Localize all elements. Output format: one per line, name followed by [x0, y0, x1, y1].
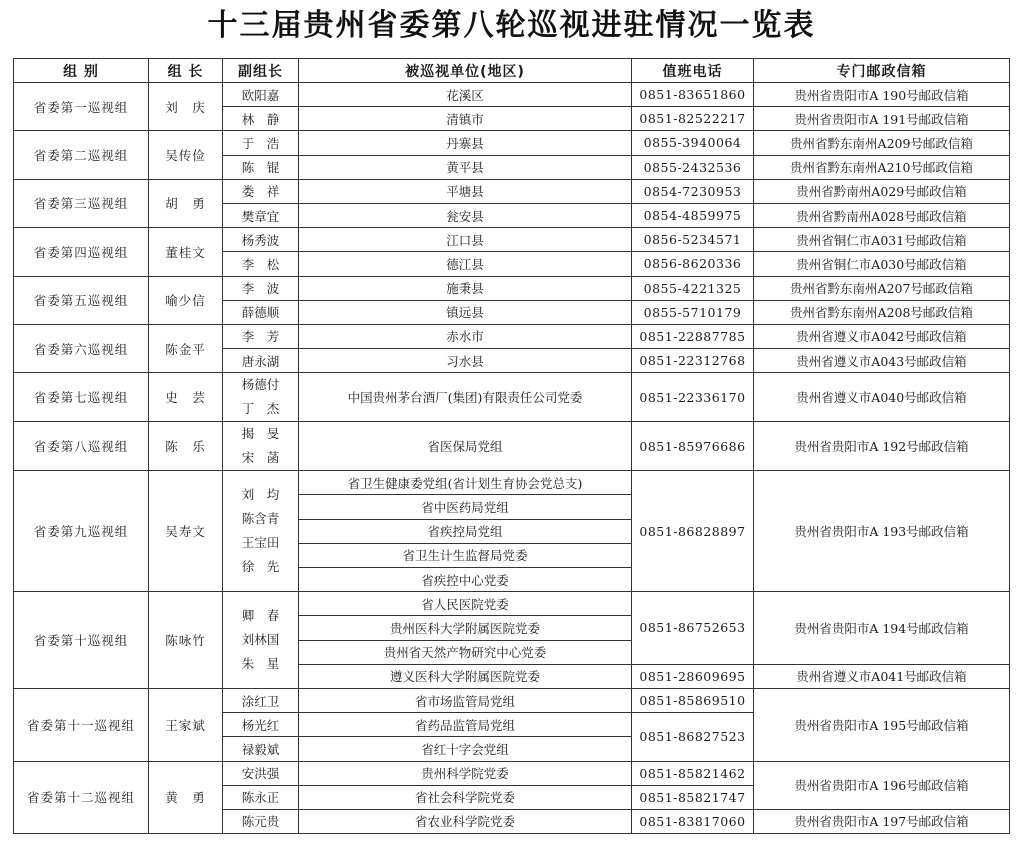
group-name: 省委第一巡视组 [14, 83, 149, 131]
table-row [14, 471, 1010, 495]
group-name: 省委第六巡视组 [14, 324, 149, 372]
duty-phone: 0851-83817060 [632, 809, 754, 833]
inspected-unit: 省疾控中心党委 [299, 568, 632, 592]
page-title: 十三届贵州省委第八轮巡视进驻情况一览表 [207, 8, 816, 43]
deputy-leader: 欧阳嘉 [223, 83, 299, 107]
duty-phone: 0851-86752653 [632, 592, 754, 665]
mailbox: 贵州省黔南州A029号邮政信箱 [754, 179, 1010, 203]
inspected-unit: 贵州省天然产物研究中心党委 [299, 640, 632, 664]
deputy-leader: 唐永湖 [223, 349, 299, 373]
group-leader: 胡 勇 [149, 179, 223, 227]
duty-phone: 0856-5234571 [632, 228, 754, 252]
header-group: 组 别 [14, 59, 149, 83]
duty-phone: 0856-8620336 [632, 252, 754, 276]
duty-phone: 0851-85821747 [632, 785, 754, 809]
inspected-unit: 丹寨县 [299, 131, 632, 155]
table-row [14, 83, 1010, 107]
table-row [14, 131, 1010, 155]
group-name: 省委第三巡视组 [14, 179, 149, 227]
deputy-leader: 娄 祥 [223, 179, 299, 203]
inspected-unit: 清镇市 [299, 107, 632, 131]
group-name: 省委第九巡视组 [14, 471, 149, 592]
group-name: 省委第五巡视组 [14, 276, 149, 324]
table-row [14, 761, 1010, 785]
duty-phone: 0855-3940064 [632, 131, 754, 155]
group-name: 省委第八巡视组 [14, 422, 149, 471]
group-leader: 吴寿文 [149, 471, 223, 592]
duty-phone: 0854-7230953 [632, 179, 754, 203]
deputy-leader: 禄毅斌 [223, 737, 299, 761]
duty-phone: 0851-86828897 [632, 471, 754, 592]
inspected-unit: 省社会科学院党委 [299, 785, 632, 809]
mailbox: 贵州省贵阳市A 192号邮政信箱 [754, 422, 1010, 471]
group-name: 省委第二巡视组 [14, 131, 149, 179]
table-row [14, 276, 1010, 300]
mailbox: 贵州省黔东南州A209号邮政信箱 [754, 131, 1010, 155]
table-row [14, 688, 1010, 712]
mailbox: 贵州省黔东南州A208号邮政信箱 [754, 300, 1010, 324]
inspected-unit: 省药品监管局党组 [299, 713, 632, 737]
group-name: 省委第十巡视组 [14, 592, 149, 689]
inspected-unit: 赤水市 [299, 324, 632, 348]
deputy-leader: 林 静 [223, 107, 299, 131]
deputy-leaders: 卿 春 刘林国 朱 星 [223, 592, 299, 689]
inspected-unit: 贵州医科大学附属医院党委 [299, 616, 632, 640]
mailbox: 贵州省贵阳市A 191号邮政信箱 [754, 107, 1010, 131]
inspected-unit: 习水县 [299, 349, 632, 373]
deputy-leader: 于 浩 [223, 131, 299, 155]
inspected-unit: 施秉县 [299, 276, 632, 300]
group-leader: 吴传俭 [149, 131, 223, 179]
inspected-unit: 省疾控局党组 [299, 519, 632, 543]
mailbox: 贵州省遵义市A042号邮政信箱 [754, 324, 1010, 348]
mailbox: 贵州省黔南州A028号邮政信箱 [754, 203, 1010, 227]
group-leader: 黄 勇 [149, 761, 223, 834]
deputy-leader: 薛德顺 [223, 300, 299, 324]
mailbox: 贵州省贵阳市A 194号邮政信箱 [754, 592, 1010, 665]
group-leader: 陈咏竹 [149, 592, 223, 689]
group-leader: 陈 乐 [149, 422, 223, 471]
mailbox: 贵州省黔东南州A207号邮政信箱 [754, 276, 1010, 300]
mailbox: 贵州省贵阳市A 196号邮政信箱 [754, 761, 1010, 809]
duty-phone: 0851-22887785 [632, 324, 754, 348]
group-leader: 陈金平 [149, 324, 223, 372]
inspected-unit: 平塘县 [299, 179, 632, 203]
inspected-unit: 省卫生健康委党组(省计划生育协会党总支) [299, 471, 632, 495]
group-name: 省委第七巡视组 [14, 373, 149, 422]
deputy-leader: 陈元贵 [223, 809, 299, 833]
deputy-leaders: 刘 均 陈含青 王宝田 徐 先 [223, 471, 299, 592]
deputy-leader: 涂红卫 [223, 688, 299, 712]
duty-phone: 0851-85976686 [632, 422, 754, 471]
group-leader: 喻少信 [149, 276, 223, 324]
table-row [14, 179, 1010, 203]
inspected-unit: 花溪区 [299, 83, 632, 107]
duty-phone: 0854-4859975 [632, 203, 754, 227]
mailbox: 贵州省贵阳市A 195号邮政信箱 [754, 688, 1010, 761]
mailbox: 贵州省贵阳市A 193号邮政信箱 [754, 471, 1010, 592]
header-unit: 被巡视单位(地区) [299, 59, 632, 83]
group-name: 省委第十二巡视组 [14, 761, 149, 834]
mailbox: 贵州省铜仁市A031号邮政信箱 [754, 228, 1010, 252]
mailbox: 贵州省遵义市A040号邮政信箱 [754, 373, 1010, 422]
duty-phone: 0855-5710179 [632, 300, 754, 324]
duty-phone: 0851-22336170 [632, 373, 754, 422]
group-name: 省委第四巡视组 [14, 228, 149, 276]
inspected-unit: 省卫生计生监督局党委 [299, 543, 632, 567]
mailbox: 贵州省贵阳市A 197号邮政信箱 [754, 809, 1010, 833]
inspected-unit: 省红十字会党组 [299, 737, 632, 761]
mailbox: 贵州省黔东南州A210号邮政信箱 [754, 155, 1010, 179]
inspected-unit: 德江县 [299, 252, 632, 276]
group-leader: 史 芸 [149, 373, 223, 422]
inspected-unit: 镇远县 [299, 300, 632, 324]
group-leader: 王家斌 [149, 688, 223, 761]
table-header-row [14, 59, 1010, 83]
group-leader: 刘 庆 [149, 83, 223, 131]
deputy-leaders: 揭 旻 宋 菡 [223, 422, 299, 471]
deputy-leader: 杨秀波 [223, 228, 299, 252]
mailbox: 贵州省贵阳市A 190号邮政信箱 [754, 83, 1010, 107]
inspected-unit: 省农业科学院党委 [299, 809, 632, 833]
inspected-unit: 省中医药局党组 [299, 495, 632, 519]
header-deputy: 副组长 [223, 59, 299, 83]
inspected-unit: 江口县 [299, 228, 632, 252]
deputy-leader: 樊章宜 [223, 203, 299, 227]
mailbox: 贵州省遵义市A041号邮政信箱 [754, 664, 1010, 688]
inspected-unit: 贵州科学院党委 [299, 761, 632, 785]
table-row [14, 228, 1010, 252]
duty-phone: 0851-83651860 [632, 83, 754, 107]
inspected-unit: 省人民医院党委 [299, 592, 632, 616]
header-phone: 值班电话 [632, 59, 754, 83]
deputy-leader: 陈永正 [223, 785, 299, 809]
group-name: 省委第十一巡视组 [14, 688, 149, 761]
inspection-table [13, 58, 1010, 834]
group-leader: 董桂文 [149, 228, 223, 276]
mailbox: 贵州省铜仁市A030号邮政信箱 [754, 252, 1010, 276]
duty-phone: 0851-28609695 [632, 664, 754, 688]
header-mailbox: 专门邮政信箱 [754, 59, 1010, 83]
duty-phone: 0851-86827523 [632, 713, 754, 761]
deputy-leader: 陈 锟 [223, 155, 299, 179]
table-row [14, 592, 1010, 616]
inspected-unit: 省医保局党组 [299, 422, 632, 471]
duty-phone: 0851-22312768 [632, 349, 754, 373]
duty-phone: 0851-82522217 [632, 107, 754, 131]
inspected-unit: 遵义医科大学附属医院党委 [299, 664, 632, 688]
deputy-leader: 李 芳 [223, 324, 299, 348]
deputy-leader: 杨光红 [223, 713, 299, 737]
table-row [14, 324, 1010, 348]
duty-phone: 0855-4221325 [632, 276, 754, 300]
deputy-leader: 李 松 [223, 252, 299, 276]
duty-phone: 0851-85821462 [632, 761, 754, 785]
inspected-unit: 中国贵州茅台酒厂(集团)有限责任公司党委 [299, 373, 632, 422]
inspected-unit: 省市场监管局党组 [299, 688, 632, 712]
deputy-leader: 安洪强 [223, 761, 299, 785]
duty-phone: 0855-2432536 [632, 155, 754, 179]
deputy-leaders: 杨德付 丁 杰 [223, 373, 299, 422]
inspected-unit: 黄平县 [299, 155, 632, 179]
duty-phone: 0851-85869510 [632, 688, 754, 712]
header-leader: 组 长 [149, 59, 223, 83]
inspected-unit: 瓮安县 [299, 203, 632, 227]
mailbox: 贵州省遵义市A043号邮政信箱 [754, 349, 1010, 373]
deputy-leader: 李 波 [223, 276, 299, 300]
